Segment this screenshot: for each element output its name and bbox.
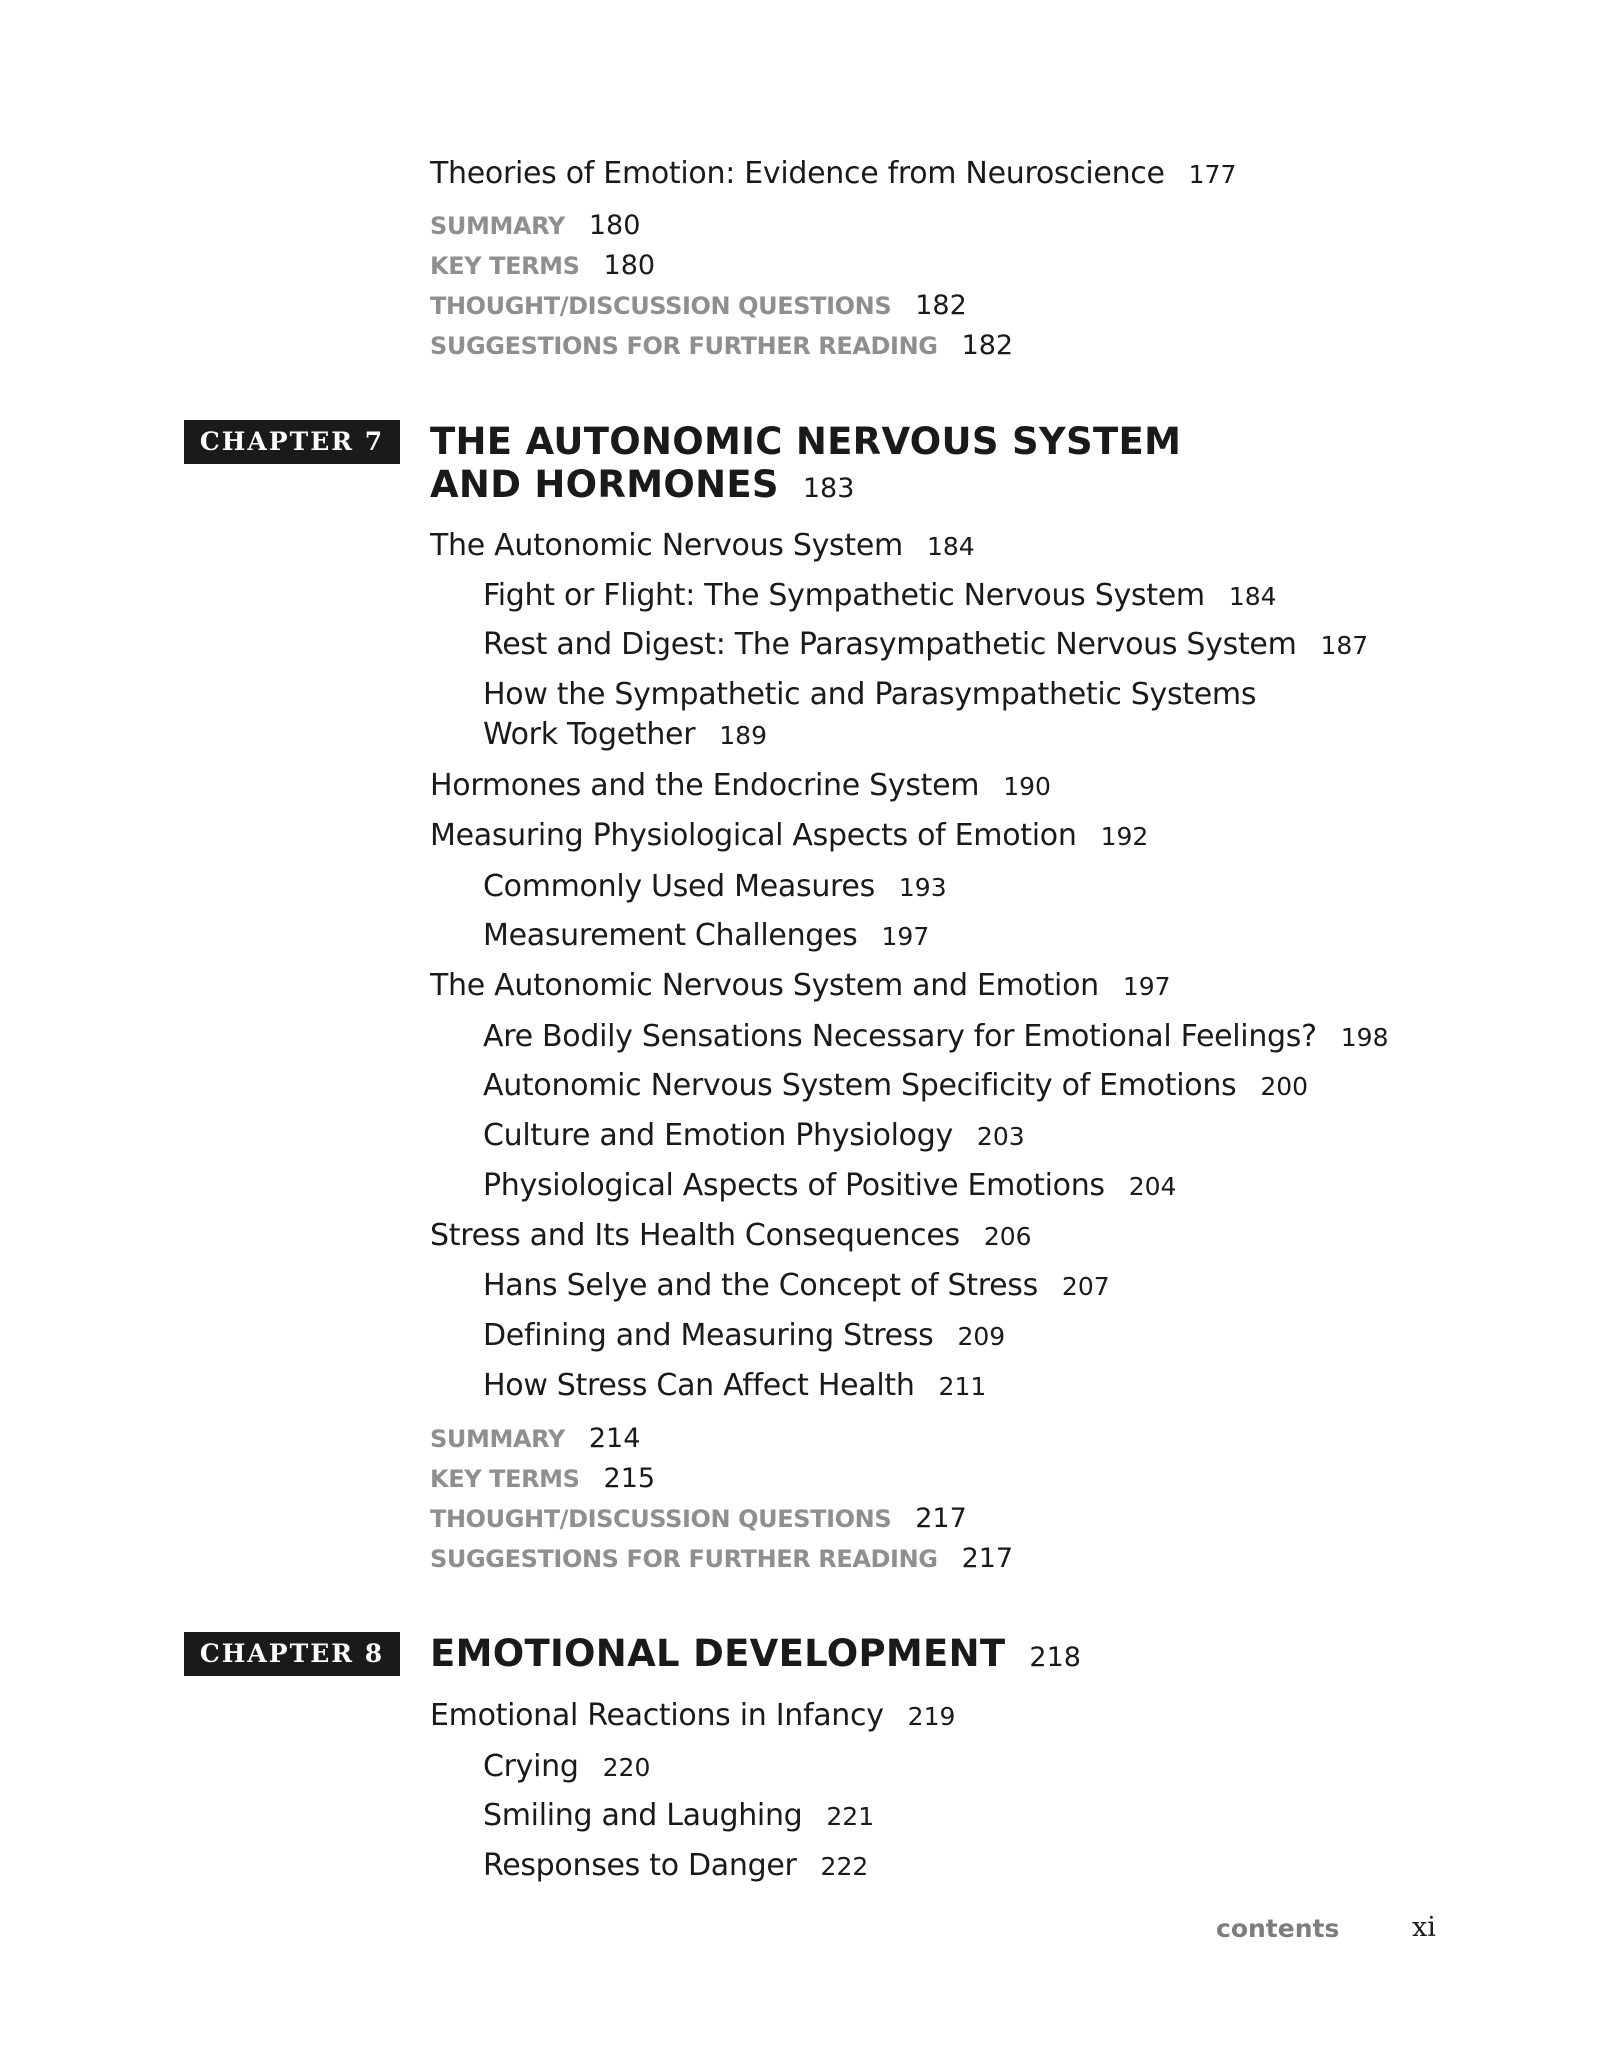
toc-entry-page: 197 (1122, 972, 1171, 1001)
toc-subentry[interactable] (483, 677, 1256, 754)
summary-page: 214 (588, 1423, 641, 1454)
toc-entry-title: Rest and Digest: The Parasympathetic Nervous System (483, 627, 1297, 662)
summary-entry[interactable] (430, 1424, 640, 1454)
toc-entry-title: Stress and Its Health Consequences (430, 1218, 960, 1253)
toc-entry-title: Theories of Emotion: Evidence from Neuroscience (430, 156, 1165, 191)
toc-subentry[interactable] (483, 1268, 1110, 1305)
toc-entry[interactable] (430, 968, 1171, 1005)
reading-page: 217 (961, 1543, 1014, 1574)
toc-entry-title: Crying (483, 1749, 579, 1784)
toc-entry-page: 204 (1128, 1172, 1177, 1201)
toc-entry-title: Commonly Used Measures (483, 869, 875, 904)
chapter-8-label: CHAPTER 8 (184, 1632, 400, 1676)
questions-label: THOUGHT/DISCUSSION QUESTIONS (430, 292, 892, 320)
page-number: xi (1412, 1912, 1436, 1943)
toc-entry-page: 207 (1061, 1272, 1110, 1301)
key-terms-entry[interactable] (430, 1464, 655, 1494)
toc-entry[interactable] (430, 1698, 955, 1735)
toc-entry-title: Hans Selye and the Concept of Stress (483, 1268, 1038, 1303)
toc-entry-title: The Autonomic Nervous System (430, 528, 903, 563)
reading-page: 182 (961, 330, 1014, 361)
toc-subentry[interactable] (483, 627, 1368, 664)
questions-entry[interactable] (430, 1504, 967, 1534)
toc-subentry[interactable] (483, 1749, 650, 1786)
toc-subentry[interactable] (483, 578, 1277, 615)
toc-entry-title: Autonomic Nervous System Specificity of Emotions (483, 1068, 1237, 1103)
toc-entry-page: 200 (1260, 1072, 1309, 1101)
toc-entry-title: Hormones and the Endocrine System (430, 768, 980, 803)
reading-entry[interactable] (430, 331, 1013, 361)
toc-entry-page: 192 (1100, 822, 1149, 851)
key-terms-page: 215 (603, 1463, 656, 1494)
summary-label: SUMMARY (430, 212, 565, 240)
toc-entry-title-cont: Work Together (483, 717, 696, 752)
chapter-8-title-text: EMOTIONAL DEVELOPMENT (430, 1632, 1006, 1675)
toc-subentry[interactable] (483, 1068, 1308, 1105)
toc-entry-title: Are Bodily Sensations Necessary for Emotional Feelings? (483, 1019, 1317, 1054)
toc-subentry[interactable] (483, 1019, 1388, 1056)
questions-label: THOUGHT/DISCUSSION QUESTIONS (430, 1505, 892, 1533)
toc-entry-page: 184 (1228, 582, 1277, 611)
toc-entry-page: 220 (602, 1753, 651, 1782)
reading-label: SUGGESTIONS FOR FURTHER READING (430, 332, 938, 360)
toc-entry-title: How the Sympathetic and Parasympathetic Systems (483, 677, 1257, 712)
toc-entry-title: Physiological Aspects of Positive Emotions (483, 1168, 1105, 1203)
toc-entry[interactable] (430, 768, 1051, 805)
toc-subentry[interactable] (483, 1368, 986, 1405)
chapter-8-title[interactable] (430, 1632, 1081, 1679)
toc-entry-page: 187 (1320, 631, 1369, 660)
toc-entry[interactable] (430, 1218, 1032, 1255)
key-terms-label: KEY TERMS (430, 1465, 580, 1493)
chapter-7-label: CHAPTER 7 (184, 420, 400, 464)
toc-entry-page: 197 (881, 922, 930, 951)
reading-label: SUGGESTIONS FOR FURTHER READING (430, 1545, 938, 1573)
toc-entry[interactable] (430, 818, 1148, 855)
questions-page: 217 (915, 1503, 967, 1534)
chapter-7-title-line1: THE AUTONOMIC NERVOUS SYSTEM (430, 420, 1182, 463)
toc-entry-page: 189 (719, 721, 767, 750)
toc-entry-page: 211 (938, 1372, 987, 1401)
toc-entry[interactable] (430, 528, 975, 565)
toc-entry-title: Measurement Challenges (483, 918, 858, 953)
toc-entry-title: Emotional Reactions in Infancy (430, 1698, 884, 1733)
toc-subentry[interactable] (483, 1848, 868, 1885)
toc-entry-title: Culture and Emotion Physiology (483, 1118, 953, 1153)
toc-entry-title: How Stress Can Affect Health (483, 1368, 915, 1403)
toc-entry-title: Fight or Flight: The Sympathetic Nervous System (483, 578, 1205, 613)
toc-entry-page: 219 (907, 1702, 956, 1731)
toc-entry-page: 209 (957, 1322, 1006, 1351)
key-terms-page: 180 (603, 250, 656, 281)
toc-entry-title: Responses to Danger (483, 1848, 797, 1883)
summary-entry[interactable] (430, 211, 640, 241)
toc-entry-page: 198 (1340, 1023, 1389, 1052)
chapter-7-title-line2: AND HORMONES 183 (430, 463, 855, 506)
questions-page: 182 (915, 290, 967, 321)
toc-entry-page: 190 (1003, 772, 1051, 801)
footer-section-label: contents (1216, 1914, 1340, 1943)
toc-entry-title: Defining and Measuring Stress (483, 1318, 934, 1353)
toc-subentry[interactable] (483, 1318, 1005, 1355)
chapter-8-page: 218 (1029, 1642, 1081, 1673)
toc-subentry[interactable] (483, 869, 947, 906)
questions-entry[interactable] (430, 291, 967, 321)
toc-entry-page: 206 (983, 1222, 1032, 1251)
toc-subentry[interactable] (483, 1168, 1176, 1205)
key-terms-entry[interactable] (430, 251, 655, 281)
toc-entry-page: 222 (820, 1852, 869, 1881)
summary-label: SUMMARY (430, 1425, 565, 1453)
toc-entry[interactable] (430, 156, 1236, 193)
toc-entry-title: The Autonomic Nervous System and Emotion (430, 968, 1099, 1003)
summary-page: 180 (588, 210, 641, 241)
toc-entry-page: 184 (926, 532, 975, 561)
toc-subentry[interactable] (483, 1798, 874, 1835)
key-terms-label: KEY TERMS (430, 252, 580, 280)
chapter-7-title[interactable] (430, 420, 1181, 510)
reading-entry[interactable] (430, 1544, 1013, 1574)
toc-entry-page: 221 (826, 1802, 875, 1831)
toc-subentry[interactable] (483, 1118, 1025, 1155)
toc-entry-title: Smiling and Laughing (483, 1798, 803, 1833)
chapter-7-page: 183 (802, 473, 855, 504)
toc-subentry[interactable] (483, 918, 929, 955)
toc-entry-page: 193 (898, 873, 947, 902)
toc-entry-page: 177 (1188, 160, 1237, 189)
toc-entry-title: Measuring Physiological Aspects of Emotion (430, 818, 1077, 853)
toc-entry-page: 203 (976, 1122, 1025, 1151)
